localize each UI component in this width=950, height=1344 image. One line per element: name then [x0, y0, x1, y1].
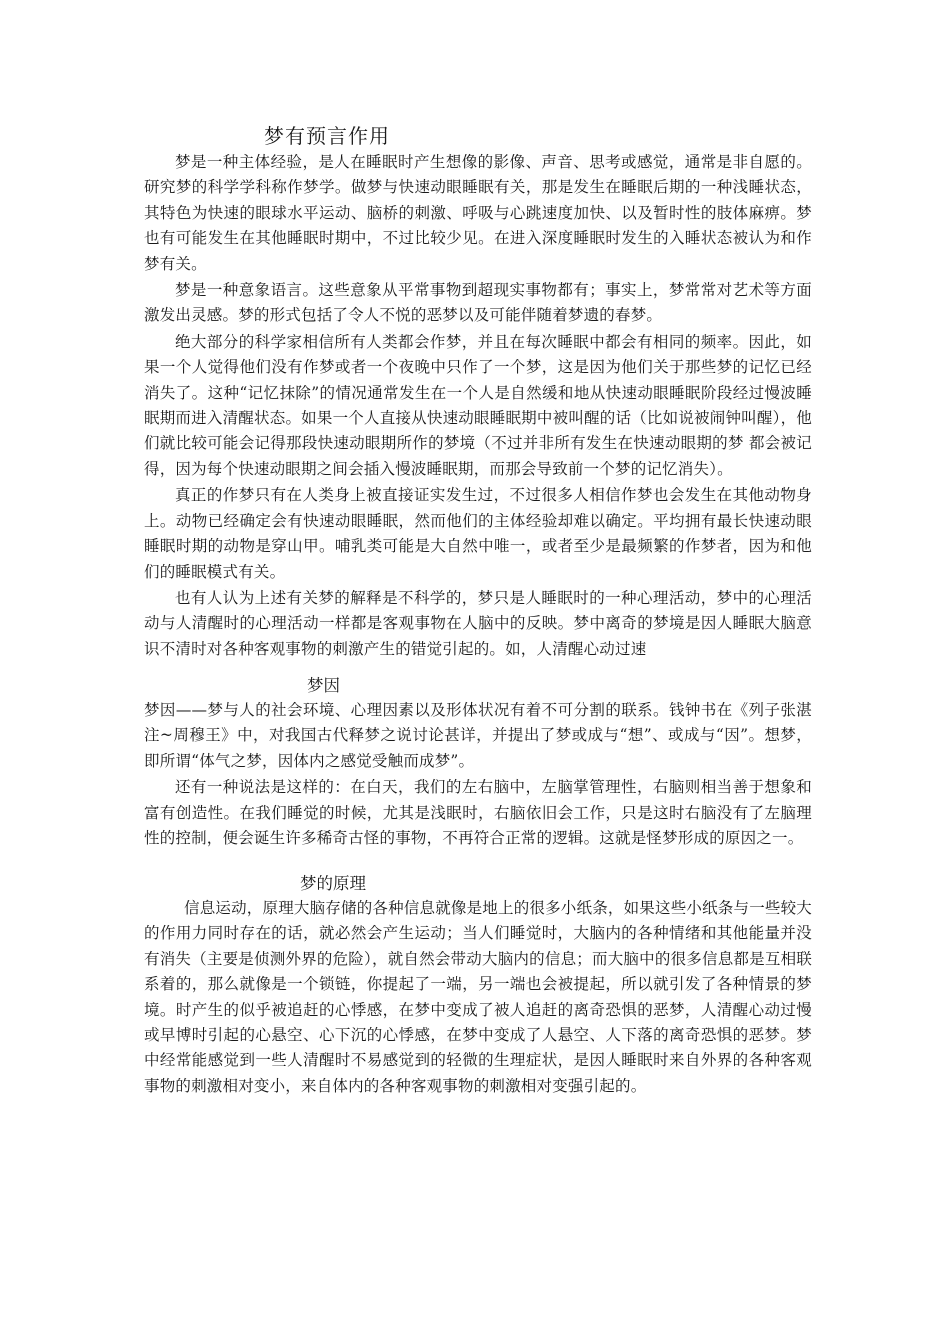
paragraph: 梦是一种主体经验，是人在睡眠时产生想像的影像、声音、思考或感觉，通常是非自愿的。研究梦的科学学科称作梦学。做梦与快速动眼睡眠有关，那是发生在睡眠后期的一种浅睡状态，其特色为快速的眼球水平运动、脑桥的刺激、呼吸与心跳速度加快、以及暂时性的肢体麻痹。梦也有可能发生在其他睡眠时期中，不过比较少见。在进入深度睡眠时发生的入睡状态被认为和作梦有关。: [144, 153, 812, 273]
paragraph: 梦因——梦与人的社会环境、心理因素以及形体状况有着不可分割的联系。钱钟书在《列子张湛注~周穆王》中，对我国古代释梦之说讨论甚详，并提出了梦或成与“想”、或成与“因”。想梦，即所谓“体气之梦，因体内之感觉受触而成梦”。: [144, 701, 812, 770]
paragraph: 绝大部分的科学家相信所有人类都会作梦，并且在每次睡眠中都会有相同的频率。因此，如果一个人觉得他们没有作梦或者一个夜晚中只作了一个梦，这是因为他们关于那些梦的记忆已经消失了。这种“记忆抹除”的情况通常发生在一个人是自然缓和地从快速动眼睡眠阶段经过慢波睡眠期而进入清醒状态。如果一个人直接从快速动眼睡眠期中被叫醒的话（比如说被闹钟叫醒），他们就比较可能会记得那段快速动眼期所作的梦境（不过并非所有发生在快速动眼期的梦 都会被记得，因为每个快速动眼期之间会插入慢波睡眠期，而那会导致前一个梦的记忆消失）。: [144, 332, 812, 478]
paragraph: 信息运动，原理大脑存储的各种信息就像是地上的很多小纸条，如果这些小纸条与一些较大的作用力同时存在的话，就必然会产生运动；当人们睡觉时，大脑内的各种情绪和其他能量并没有消失（主要是侦测外界的危险），就自然会带动大脑内的信息；而大脑中的很多信息都是互相联系着的，那么就像是一个锁链，你提起了一端，另一端也会被提起，所以就引发了各种情景的梦境。时产生的似乎被追赶的心悸感，在梦中变成了被人追赶的离奇恐惧的恶梦，人清醒心动过慢或早博时引起的心悬空、心下沉的心悸感，在梦中变成了人悬空、人下落的离奇恐惧的恶梦。梦中经常能感觉到一些人清醒时不易感觉到的轻微的生理症状，是因人睡眠时来自外界的各种客观事物的刺激相对变小，来自体内的各种客观事物的刺激相对变强引起的。: [144, 899, 813, 1095]
section-heading: 梦因: [307, 676, 340, 695]
section-intro: [144, 150, 812, 662]
section-dream-principle: [144, 896, 812, 1099]
section-dream-cause: [144, 698, 812, 851]
paragraph: 也有人认为上述有关梦的解释是不科学的，梦只是人睡眠时的一种心理活动，梦中的心理活动与人清醒时的心理活动一样都是客观事物在人脑中的反映。梦中离奇的梦境是因人睡眠大脑意识不清时对各种客观事物的刺激产生的错觉引起的。如，人清醒心动过速: [144, 588, 812, 658]
page-title: 梦有预言作用: [264, 124, 390, 148]
paragraph: 还有一种说法是这样的：在白天，我们的左右脑中，左脑掌管理性，右脑则相当善于想象和富有创造性。在我们睡觉的时候，尤其是浅眠时，右脑依旧会工作，只是这时右脑没有了左脑理性的控制，便会诞生许多稀奇古怪的事物，不再符合正常的逻辑。这就是怪梦形成的原因之一。: [144, 778, 812, 848]
section-heading: 梦的原理: [300, 874, 366, 893]
paragraph: 真正的作梦只有在人类身上被直接证实发生过，不过很多人相信作梦也会发生在其他动物身上。动物已经确定会有快速动眼睡眠，然而他们的主体经验却难以确定。平均拥有最长快速动眼睡眠时期的动物是穿山甲。哺乳类可能是大自然中唯一，或者至少是最频繁的作梦者，因为和他们的睡眠模式有关。: [144, 486, 812, 581]
paragraph: 梦是一种意象语言。这些意象从平常事物到超现实事物都有；事实上，梦常常对艺术等方面激发出灵感。梦的形式包括了令人不悦的恶梦以及可能伴随着梦遗的春梦。: [144, 281, 812, 325]
